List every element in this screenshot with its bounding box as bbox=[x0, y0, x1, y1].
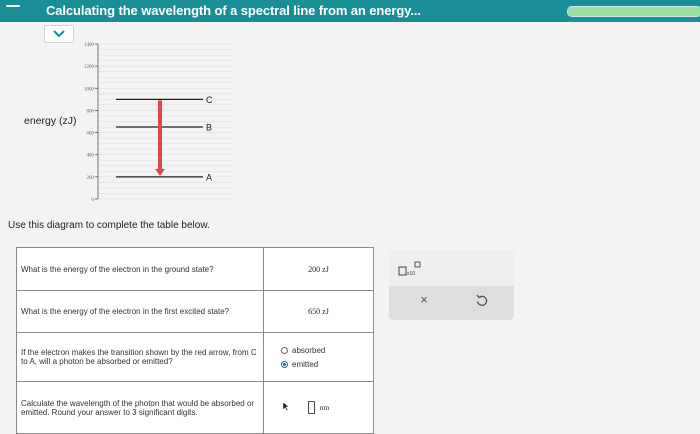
progress-fill bbox=[568, 7, 700, 16]
answer-ground-state: 200 zJ bbox=[264, 248, 374, 291]
answer-table bbox=[16, 247, 374, 434]
radio-emitted[interactable] bbox=[281, 361, 288, 368]
energy-level-label-a: A bbox=[206, 172, 213, 183]
chevron-down-icon bbox=[45, 26, 73, 42]
question-first-excited: What is the energy of the electron in the first excited state? bbox=[17, 291, 264, 333]
table-row bbox=[17, 291, 374, 333]
absorbed-emitted-options bbox=[264, 333, 374, 382]
table-row bbox=[17, 248, 374, 291]
radio-absorbed[interactable] bbox=[281, 347, 288, 354]
transition-arrow-head bbox=[155, 169, 165, 176]
y-tick-label: 1200 bbox=[84, 65, 94, 71]
header-bar bbox=[0, 0, 700, 22]
option-emitted[interactable] bbox=[281, 360, 372, 369]
option-emitted-label: emitted bbox=[292, 359, 319, 369]
collapse-button[interactable] bbox=[44, 25, 74, 43]
tool-panel-top bbox=[389, 250, 514, 286]
y-tick-label: 200 bbox=[86, 175, 94, 181]
mouse-cursor-icon bbox=[282, 401, 290, 412]
answer-first-excited: 650 zJ bbox=[264, 291, 374, 333]
page-title: Calculating the wavelength of a spectral line from an energy... bbox=[46, 3, 421, 18]
y-tick-label: 0 bbox=[91, 198, 94, 203]
y-tick-label: 1000 bbox=[84, 87, 94, 93]
wavelength-input[interactable] bbox=[308, 401, 315, 414]
svg-text:x10: x10 bbox=[407, 271, 416, 277]
question-absorbed-emitted: If the electron makes the transition shown by the red arrow, from C to A, will a photon be absorbed or emitted? bbox=[17, 333, 264, 382]
energy-level-diagram bbox=[78, 34, 268, 219]
wavelength-answer-cell bbox=[264, 382, 374, 434]
y-tick-label: 400 bbox=[86, 153, 94, 159]
question-ground-state: What is the energy of the electron in the ground state? bbox=[17, 248, 264, 291]
y-tick-label: 600 bbox=[86, 131, 94, 137]
undo-icon[interactable] bbox=[475, 293, 489, 307]
y-tick-label: 1400 bbox=[84, 43, 94, 48]
x10-superscript-icon[interactable] bbox=[398, 261, 422, 277]
instruction-text: Use this diagram to complete the table below. bbox=[8, 220, 210, 231]
energy-level-label-b: B bbox=[206, 122, 213, 133]
option-absorbed[interactable] bbox=[281, 346, 372, 355]
energy-level-label-c: C bbox=[206, 94, 213, 105]
y-tick-label: 800 bbox=[86, 109, 94, 115]
wavelength-unit: nm bbox=[319, 403, 330, 412]
menu-icon[interactable] bbox=[6, 5, 20, 17]
energy-axis-label: energy (zJ) bbox=[24, 115, 77, 127]
table-row bbox=[17, 382, 374, 434]
table-row bbox=[17, 333, 374, 382]
close-icon[interactable]: × bbox=[420, 292, 428, 307]
option-absorbed-label: absorbed bbox=[292, 345, 326, 355]
question-wavelength: Calculate the wavelength of the photon that would be absorbed or emitted. Round your answer to 3 significant digits. bbox=[17, 382, 264, 434]
tool-panel bbox=[389, 250, 514, 320]
progress-bar bbox=[567, 6, 700, 17]
